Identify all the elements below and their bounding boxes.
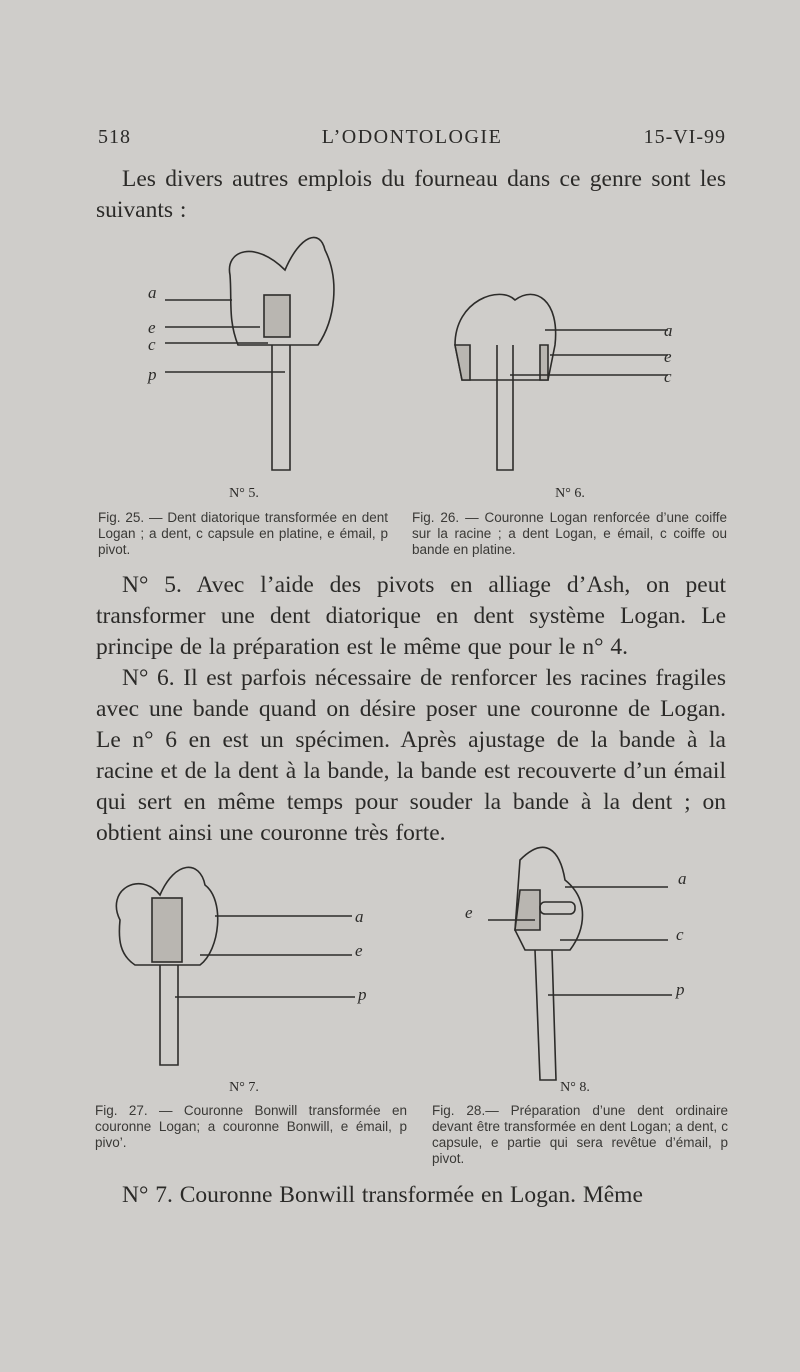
paragraph-n5-n6 <box>96 570 726 849</box>
paragraph-n6: N° 6. Il est parfois nécessaire de renforcer les racines fragiles avec une bande quand on désire poser une couronne de Logan. Le n° 6 en est un spécimen. Après ajustage de la bande à la racine et de la dent à la bande, la bande est recouverte d’un émail qui sert en même temps pour souder la bande à la dent ; on obtient ainsi une couronne très forte. <box>96 665 726 846</box>
fig27-number: N° 7. <box>229 1080 259 1095</box>
fig25-label-p: p <box>148 365 157 384</box>
fig28-label-a: a <box>678 869 687 888</box>
fig27-label-p: p <box>358 985 367 1004</box>
fig26-caption: Fig. 26. — Couronne Logan renforcée d’une coiffe sur la racine ; a dent Logan, e émail, c coiffe ou bande en platine. <box>412 510 727 557</box>
fig26-label-c: c <box>664 367 672 386</box>
fig28-label-c: c <box>676 925 684 944</box>
fig26-label-a: a <box>664 321 673 340</box>
fig27-caption: Fig. 27. — Couronne Bonwill transformée en couronne Logan; a couronne Bonwill, e émail, p pivo’. <box>95 1103 407 1150</box>
fig25-caption: Fig. 25. — Dent diatorique transformée en dent Logan ; a dent, c capsule en platine, e émail, p pivot. <box>98 510 388 557</box>
fig27-label-a: a <box>355 907 364 926</box>
paragraph-n5: N° 5. Avec l’aide des pivots en alliage d’Ash, on peut transformer une dent diatorique en dent système Logan. Le principe de la préparation est le même que pour le n° 4. <box>96 572 726 660</box>
fig28-caption: Fig. 28.— Préparation d’une dent ordinaire devant être transformée en dent Logan; a dent, c capsule, e partie qui sera revêtue d’émail, p pivot. <box>432 1103 728 1166</box>
fig27-label-e: e <box>355 941 363 960</box>
fig28-label-e: e <box>465 903 473 922</box>
fig25-label-e: e <box>148 318 156 337</box>
fig28-label-p: p <box>676 980 685 999</box>
paragraph-intro: Les divers autres emplois du fourneau dans ce genre sont les suivants : <box>96 166 726 223</box>
paragraph-n7: N° 7. Couronne Bonwill transformée en Logan. Même <box>122 1182 643 1208</box>
fig26-number: N° 6. <box>555 486 585 501</box>
fig28-number: N° 8. <box>560 1080 590 1095</box>
fig25-label-c: c <box>148 335 156 354</box>
fig26-label-e: e <box>664 347 672 366</box>
page-number: 518 <box>98 126 131 148</box>
fig25-label-a: a <box>148 283 157 302</box>
journal-title: L’ODONTOLOGIE <box>321 126 503 148</box>
issue-date: 15-VI-99 <box>643 126 726 148</box>
fig25-number: N° 5. <box>229 486 259 501</box>
